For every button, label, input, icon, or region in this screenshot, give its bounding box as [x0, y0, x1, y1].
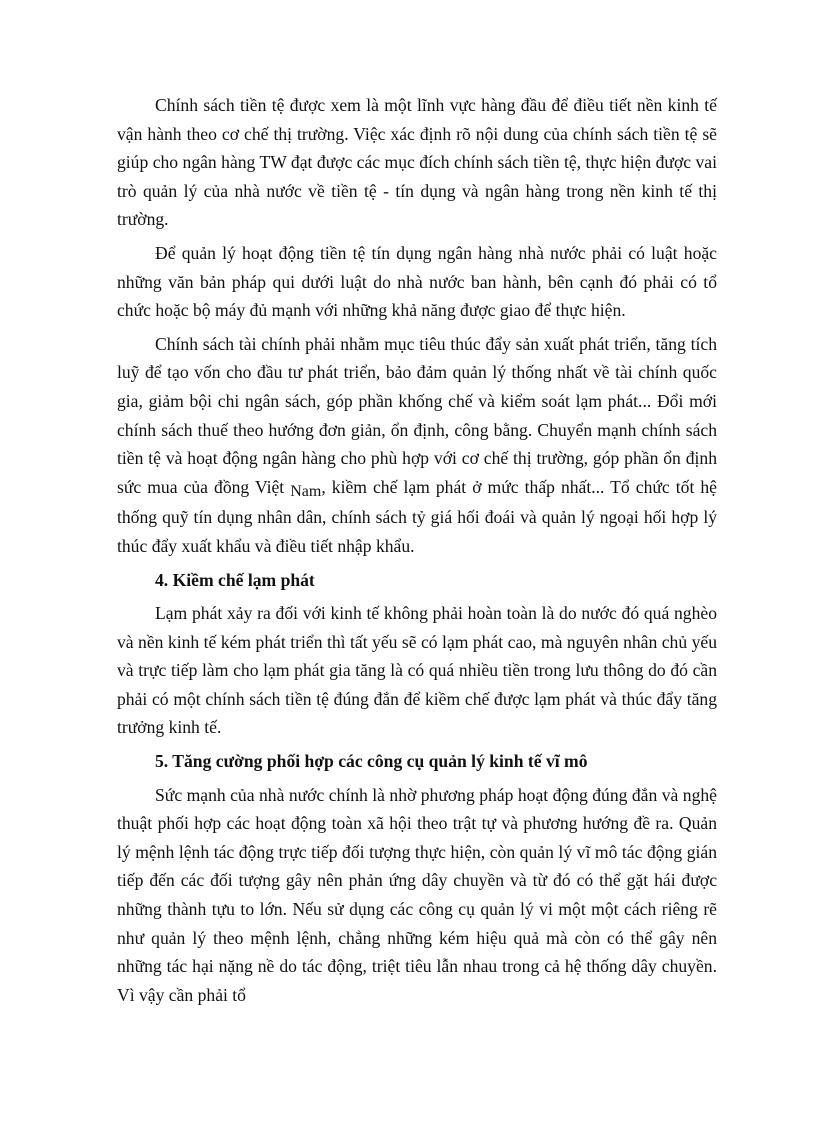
paragraph-monetary-policy: Chính sách tiền tệ được xem là một lĩnh vực hàng đầu để điều tiết nền kinh tế vận hành theo cơ chế thị trường. Việc xác định rõ nội dung của chính sách tiền tệ sẽ giúp cho ngân hàng TW đạt được các mục đích chính sách tiền tệ, thực hiện được vai trò quản lý của nhà nước về tiền tệ - tín dụng và ngân hàng trong nền kinh tế thị trường.: [117, 95, 717, 230]
document-body: [117, 91, 717, 1014]
paragraph-fiscal-policy-word-nam: Nam: [290, 482, 322, 500]
paragraph-fiscal-policy-part-b: , kiềm chế lạm phát ở mức thấp nhất... Tổ chức tốt hệ thống quỹ tín dụng nhân dân, chính sách tỷ giá hối đoái và quản lý ngoại hối hợp lý thúc đẩy xuất khẩu và điều tiết nhập khẩu.: [117, 476, 717, 556]
paragraph-macro-management: Sức mạnh của nhà nước chính là nhờ phương pháp hoạt động đúng đắn và nghệ thuật phối hợp các hoạt động toàn xã hội theo trật tự và phương hướng đề ra. Quản lý mệnh lệnh tác động trực tiếp đối tượng thực hiện, còn quản lý vĩ mô tác động gián tiếp đến các đối tượng gây nên phản ứng dây chuyền và từ đó có thể gặt hái được những thành tựu to lớn. Nếu sử dụng các công cụ quản lý vi một một cách riêng rẽ như quản lý theo mệnh lệnh, chẳng những kém hiệu quả mà còn có thể gây nên những tác hại nặng nề do tác động, triệt tiêu lẫn nhau trong cả hệ thống dây chuyền. Vì vậy cần phải tổ: [117, 784, 717, 1005]
paragraph-banking-regulation: Để quản lý hoạt động tiền tệ tín dụng ngân hàng nhà nước phải có luật hoặc những văn bản pháp qui dưới luật do nhà nước ban hành, bên cạnh đó phải có tổ chức hoặc bộ máy đủ mạnh với những khả năng được giao để thực hiện.: [117, 242, 717, 321]
heading-macro-tools: 5. Tăng cường phối hợp các công cụ quản lý kinh tế vĩ mô: [155, 751, 588, 772]
paragraph-fiscal-policy-part-a: Chính sách tài chính phải nhằm mục tiêu thúc đẩy sản xuất phát triển, tăng tích luỹ để tạo vốn cho đầu tư phát triển, bảo đảm quản lý thống nhất về tài chính quốc gia, giảm bội chi ngân sách, góp phần khống chế và kiểm soát lạm phát... Đổi mới chính sách thuế theo hướng đơn giản, ổn định, công bằng. Chuyển mạnh chính sách tiền tệ và hoạt động ngân hàng cho phù hợp với cơ chế thị trường, góp phần ổn định sức mua của đồng Việt: [117, 333, 717, 497]
paragraph-fiscal-policy: [117, 330, 717, 561]
heading-inflation-control: 4. Kiềm chế lạm phát: [155, 569, 315, 590]
paragraph-inflation: Lạm phát xảy ra đối với kinh tế không phải hoàn toàn là do nước đó quá nghèo và nền kinh tế kém phát triển thì tất yếu sẽ có lạm phát cao, mà nguyên nhân chủ yếu và trực tiếp làm cho lạm phát gia tăng là có quá nhiều tiền trong lưu thông do đó cần phải có một chính sách tiền tệ đúng đắn để kiềm chế được lạm phát và thúc đẩy tăng trưởng kinh tế.: [117, 603, 717, 738]
